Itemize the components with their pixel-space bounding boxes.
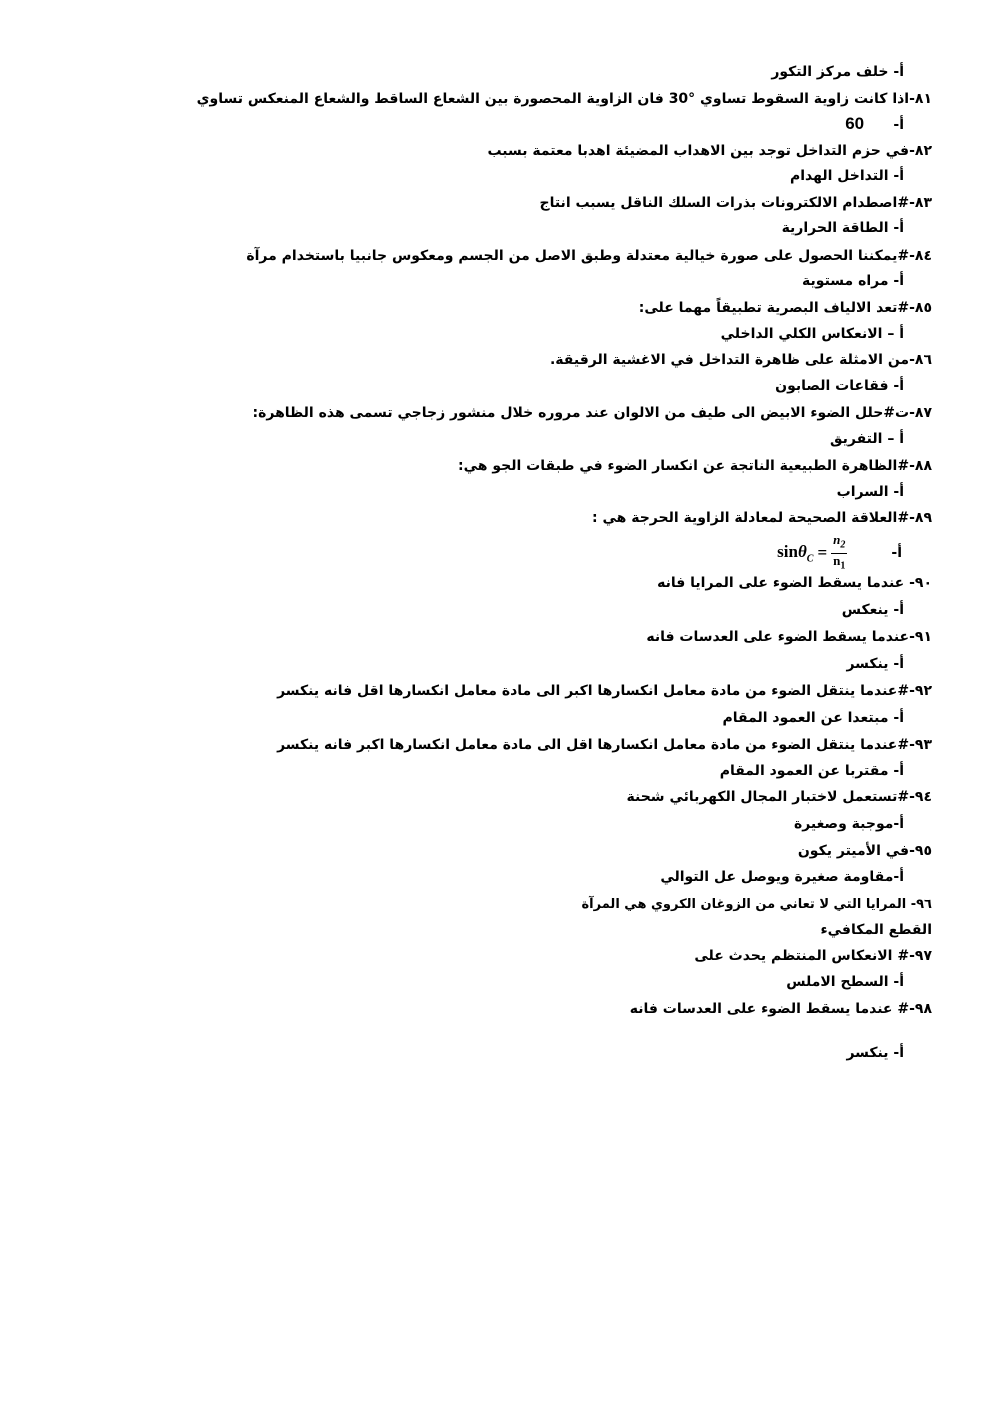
critical-angle-equation — [777, 533, 902, 573]
answer-line: أ- ينكسر — [846, 656, 904, 672]
question-93: ٩٣-#عندما ينتقل الضوء من مادة معامل انكسارها اقل الى مادة معامل انكسارها اكبر فانه ينكسر — [277, 737, 932, 753]
question-90: ٩٠- عندما يسقط الضوء على المرايا فانه — [657, 575, 932, 591]
question-83: ٨٣-#اصطدام الالكترونات بذرات السلك الناقل يسبب انتاج — [539, 195, 932, 211]
refractive-index-fraction — [831, 533, 847, 573]
answer-value: 60 — [845, 114, 865, 133]
answer-line: أ- الطاقة الحرارية — [781, 220, 904, 236]
question-88: ٨٨-#الظاهرة الطبيعية الناتجة عن انكسار الضوء في طبقات الجو هي: — [458, 458, 932, 474]
question-81: ٨١-اذا كانت زاوية السقوط تساوي °30 فان الزاوية المحصورة بين الشعاع الساقط والشعاع المنعكس تساوي — [196, 91, 932, 107]
answer-line: أ-موجبة وصغيرة — [793, 816, 904, 832]
answer-line: أ- فقاعات الصابون — [775, 378, 904, 394]
answer-line: أ- السطح الاملس — [786, 974, 904, 990]
answer-line: القطع المكافيء — [820, 922, 932, 938]
equals-sign: = — [817, 543, 828, 563]
answer-line: أ- ينكسر — [846, 1045, 904, 1061]
answer-line: أ- السراب — [836, 484, 904, 500]
question-87: ٨٧-ت#حلل الضوء الابيض الى طيف من الالوان عند مروره خلال منشور زجاجي تسمى هذه الظاهرة: — [252, 405, 932, 421]
question-96: ٩٦- المرايا التي لا تعاني من الزوغان الكروي هي المرآة — [581, 897, 932, 912]
theta-symbol: θ — [797, 541, 807, 561]
fraction-numerator: $n_2$ — [831, 533, 847, 554]
answer-line — [845, 114, 904, 135]
equation-lhs: sinθ$_C$ — [777, 541, 814, 565]
question-85: ٨٥-#تعد الالياف البصرية تطبيقاً مهما على: — [638, 300, 932, 316]
question-82: ٨٢-في حزم التداخل توجد بين الاهداب المضيئة اهدبا معتمة بسبب — [487, 143, 932, 159]
answer-line: أ – الانعكاس الكلي الداخلي — [720, 326, 904, 342]
answer-line: أ-مقاومة صغيرة ويوصل عل التوالي — [660, 869, 904, 885]
answer-line: أ- التداخل الهدام — [789, 168, 904, 184]
answer-line: أ- خلف مركز التكور — [771, 64, 904, 80]
question-98: ٩٨-# عندما يسقط الضوء على العدسات فانه — [629, 1001, 932, 1017]
answer-prefix: أ- — [893, 117, 904, 133]
question-92: ٩٢-#عندما ينتقل الضوء من مادة معامل انكسارها اكبر الى مادة معامل انكسارها اقل فانه ينكسر — [277, 683, 932, 699]
question-91: ٩١-عندما يسقط الضوء على العدسات فانه — [646, 629, 932, 645]
answer-line: أ- ينعكس — [841, 602, 904, 618]
answer-line: أ- مبتعدا عن العمود المقام — [722, 710, 904, 726]
answer-line: أ – التفريق — [830, 431, 904, 447]
fraction-denominator: $n_1$ — [833, 552, 846, 572]
answer-prefix: أ- — [891, 545, 902, 562]
question-84: ٨٤-#يمكننا الحصول على صورة خيالية معتدلة وطبق الاصل من الجسم ومعكوس جانبيا باستخدام مرآة — [246, 248, 932, 264]
answer-line: أ- مراه مستوية — [802, 273, 904, 289]
question-89: ٨٩-#العلاقة الصحيحة لمعادلة الزاوية الحرجة هي : — [591, 510, 932, 526]
question-97: ٩٧-# الانعكاس المنتظم يحدث على — [694, 948, 932, 964]
question-86: ٨٦-من الامثلة على ظاهرة التداخل في الاغشية الرقيقة. — [549, 352, 932, 368]
question-94: ٩٤-#تستعمل لاختبار المجال الكهربائي شحنة — [626, 789, 932, 805]
answer-line: أ- مقتربا عن العمود المقام — [719, 763, 904, 779]
question-95: ٩٥-في الأميتر يكون — [797, 843, 932, 859]
